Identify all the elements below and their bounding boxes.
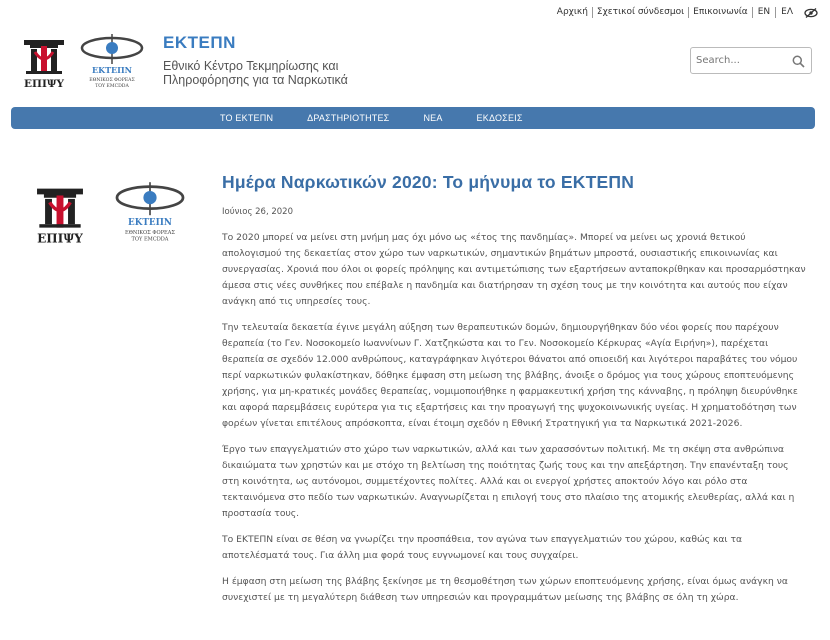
article-paragraph: Το ΕΚΤΕΠΝ είναι σε θέση να γνωρίζει την προσπάθεια, τον αγώνα των επαγγελματιών του χώρου, καθώς και τα αποτελέσματά τους. Για άλλη μια φορά τους ευγνωμονεί και τους συγχαίρει.	[222, 534, 743, 561]
article-paragraph: Η έμφαση στη μείωση της βλάβης ξεκίνησε με τη θεσμοθέτηση των χώρων εποπτευόμενης χρήσης, είναι όμως ανάγκη να συνεχιστεί με τη μεγαλύτερη διάθεση των υπηρεσιών και προγραμμάτων μείωσης της βλάβης σε όλη τη χώρα.	[222, 576, 788, 603]
search-icon[interactable]	[792, 55, 805, 68]
top-link-related[interactable]: Σχετικοί σύνδεσμοι	[593, 7, 689, 18]
top-link-contact[interactable]: Επικοινωνία	[689, 7, 753, 18]
ektepn-logo-large	[106, 180, 194, 246]
article	[222, 172, 807, 606]
article-paragraph: Το 2020 μπορεί να μείνει στη μνήμη μας όχι μόνο ως «έτος της πανδημίας». Μπορεί να μείνει ως χρονιά θετικού απολογισμού της δεκαετίας στον χώρο των ναρκωτικών, σημαντικών βημάτων μπροστά, ουσιαστικής επικοινωνίας και συνεργασίας. Χρονιά που όλοι οι φορείς πρόληψης και αντιμετώπισης των εξαρτήσεων ανταποκρίθηκαν και προσαρμόστηκαν άμεσα στις νέες συνθήκες που επέβαλε η πανδημία και διατήρησαν τη σχέση τους με την κοινότητα και αυτούς που είχαν ανάγκη από τις υπηρεσίες τους.	[222, 232, 806, 307]
article-paragraph: Την τελευταία δεκαετία έγινε μεγάλη αύξηση των θεραπευτικών δομών, δημιουργήθηκαν δύο νέοι φορείς που παρέχουν θεραπεία (το Γεν. Νοσοκομείο Ιωαννίνων Γ. Χατζηκώστα και το Γεν. Νοσοκομείο Κέρκυρας «Αγία Ειρήνη»), παρέχεται θεραπεία σε σχεδόν 12.000 ανθρώπους, καταγράφηκαν λιγότεροι θάνατοι από οπιοειδή και λιγότεροι παραβάτες του νόμου περί ναρκωτικών φυλακίστηκαν, δόθηκε έμφαση στη μείωση της βλάβης, άνοιξε ο δρόμος για τους χώρους εποπτευόμενης χρήσης, για μη-κρατικές μονάδες θεραπείας, νομιμοποιήθηκε η φαρμακευτική χρήση της κάνναβης, η πρόληψη διευρύνθηκε και αφορά παρεμβάσεις ευρύτερα για τις εξαρτήσεις και την προαγωγή της ψυχοκοινωνικής υγείας. Η χρηματοδότηση των φορέων γίνεται επιτέλους απρόσκοπτα, είναι έτοιμη σχεδόν η Εθνική Στρατηγική για τα Ναρκωτικά 2021-2026.	[222, 322, 798, 429]
ektepn-logo-large-sub1: ΕΘΝΙΚΟΣ ΦΟΡΕΑΣ	[125, 229, 175, 236]
ektepn-logo-sub2: ΤΟΥ EMCDDA	[95, 84, 129, 89]
site-header	[0, 28, 830, 98]
epsy-logo-large	[30, 184, 90, 246]
accessibility-eye-icon[interactable]	[804, 8, 818, 18]
nav-item-news[interactable]: ΝΕΑ	[423, 113, 443, 123]
site-subtitle: Εθνικό Κέντρο Τεκμηρίωσης και Πληροφόρησης για τα Ναρκωτικά	[163, 59, 348, 87]
article-logos	[30, 180, 195, 250]
article-title: Ημέρα Ναρκωτικών 2020: Το μήνυμα το ΕΚΤΕΠΝ	[222, 172, 635, 192]
ektepn-logo-large-sub2: ΤΟΥ EMCDDA	[131, 236, 169, 243]
search-input[interactable]	[691, 48, 786, 73]
ektepn-logo-text: ΕΚΤΕΠΝ	[92, 65, 132, 75]
article-paragraph: Έργο των επαγγελματιών στο χώρο των ναρκωτικών, αλλά και των χαρασσόντων πολιτική. Με τη σκέψη στα ανθρώπινα δικαιώματα των χρηστών και με στόχο τη βελτίωση της ποιότητας ζωής τους και την απεξάρτηση. Την επανένταξη τους στη κοινότητα, ως αυτόνομοι, συμμετέχοντες πολίτες. Αλλά και οι ενεργοί χρήστες αποκτούν λόγο και ρόλο στα τεκταινόμενα στο πεδίο των ναρκωτικών. Αναγνωρίζεται η επιλογή τους στο πλαίσιο της ατομικής ελευθερίας, αλλά και η προστασία τους.	[222, 444, 795, 519]
search-box	[690, 47, 812, 74]
epsy-logo-text: ΕΠΙΨΥ	[24, 78, 64, 90]
site-title[interactable]: ΕΚΤΕΠΝ	[163, 33, 236, 52]
nav-item-about[interactable]: ΤΟ ΕΚΤΕΠΝ	[220, 113, 274, 123]
language-en[interactable]: EN	[753, 7, 776, 18]
ektepn-logo-large-text: ΕΚΤΕΠΝ	[128, 218, 172, 229]
nav-item-publications[interactable]: ΕΚΔΟΣΕΙΣ	[476, 113, 523, 123]
main-nav	[11, 107, 815, 129]
article-date: Ιούνιος 26, 2020	[222, 207, 293, 217]
top-utility-bar	[553, 7, 818, 18]
ektepn-logo[interactable]	[76, 32, 148, 92]
language-el[interactable]: ΕΛ	[781, 7, 793, 17]
epsy-logo[interactable]	[18, 36, 70, 90]
ektepn-logo-sub1: ΕΘΝΙΚΟΣ ΦΟΡΕΑΣ	[89, 78, 135, 83]
epsy-logo-large-text: ΕΠΙΨΥ	[37, 231, 83, 246]
nav-item-activities[interactable]: ΔΡΑΣΤΗΡΙΟΤΗΤΕΣ	[307, 113, 390, 123]
top-link-home[interactable]: Αρχική	[553, 7, 593, 18]
